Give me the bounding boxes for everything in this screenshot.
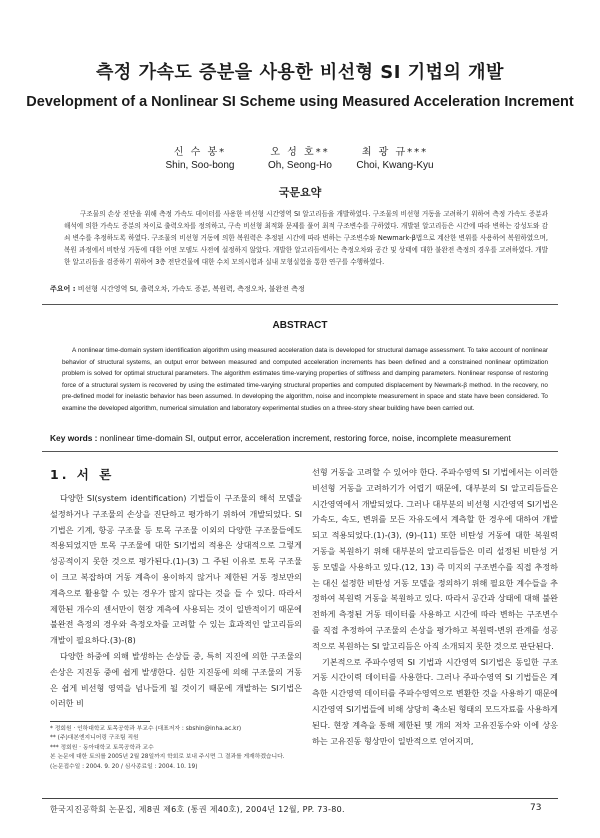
author-name-korean: 최 광 규*** bbox=[361, 147, 429, 158]
section-heading-introduction: 1. 서 론 bbox=[50, 467, 115, 482]
page-number: 73 bbox=[530, 803, 542, 813]
paper-title-korean: 측정 가속도 증분을 사용한 비선형 SI 기법의 개발 bbox=[96, 62, 504, 83]
footnote: 본 논문에 대한 토의를 2005년 2월 28일까지 학회로 보내 주시면 그 결과를 게재하겠습니다. bbox=[50, 754, 285, 761]
author-name-korean: 오 성 호** bbox=[270, 147, 330, 158]
body-paragraph: 선형 거동을 고려할 수 있어야 한다. 주파수영역 SI 기법에서는 이러한 비선형 거동을 고려하기가 어렵기 때문에, 대부분의 SI 알고리듬들은 시간영역에서 개발되었다. 그러나 대부분의 비선형 시간영역 SI기법은 가속도, 속도, 변위를 모든 자유도에서 계측할 한 경우에 대하여 개발되고 적용되었다.(1)-(3), (9)-(11) 또한 비탄성 거동에 대한 복원력 거동을 복원하기 위해 대부분의 알고리듬들은 미리 설정된 비탄성 거동 모델을 사용하고 있다.(12, 13) 즉 미지의 구조변수를 직접 추정하는 대신 설정한 비탄성 거동 모델을 정의하기 위해 필요한 계수들을 추정하여 복원력 거동을 복원하고 있다. 따라서 공간과 상태에 대해 불완전하게 측정된 거동 데이터를 사용하고 시간에 따라 변하는 구조변수를 직접 추정하여 구조물의 손상을 평가하고 복원력-변위 관계를 성공적으로 복원하는 SI 알고리듬은 아직 소개되지 못한 것으로 판단된다. bbox=[312, 467, 558, 651]
author-name-english: Oh, Seong-Ho bbox=[268, 160, 332, 171]
english-abstract-heading: ABSTRACT bbox=[272, 320, 328, 331]
footnote: ** (주)대본엔지니어링 구조팀 직원 bbox=[50, 735, 139, 742]
author-name-korean: 신 수 봉* bbox=[173, 147, 227, 158]
author-3 bbox=[345, 146, 445, 172]
body-paragraph: 다양한 하중에 의해 발생하는 손상들 중, 특히 지진에 의한 구조물의 손상은 지진동 중에 쉽게 발생한다. 심한 지진동에 의해 구조물의 거동은 쉽게 비선형 영역을 넘나들게 될 것이기 때문에 개발하는 SI기법은 이러한 비 bbox=[50, 650, 302, 709]
korean-keywords bbox=[50, 283, 550, 295]
english-keywords-label: Key words : bbox=[50, 433, 98, 443]
body-column-left bbox=[50, 491, 302, 712]
footnotes bbox=[50, 725, 305, 772]
english-keywords-text: nonlinear time-domain SI, output error, acceleration increment, restoring force, noise, incomplete measurement bbox=[99, 433, 511, 443]
footnote-divider bbox=[50, 721, 150, 722]
korean-abstract: 구조물의 손상 진단을 위해 측정 가속도 데이터를 사용한 비선형 시간영역 SI 알고리듬을 개발하였다. 구조물의 비선형 거동을 고려하기 위하여 측정 가속도 증분과 해석에 의한 가속도 증분의 차이로 출력오차를 정의하고, 구속 비선형 최적화 문제를 풀어 최적 구조변수를 구하였다. 개발된 알고리듬은 시간에 따라 변하는 강성도와 감쇠 변수를 추정하도록 하였다. 구조물의 비선형 거동에 의한 복원력은 추정된 시간에 따라 변하는 구조변수와 Newmark-β법으로 계산한 변위를 사용하여 복원하였으며, 복원 과정에서 비탄성 거동에 대한 어떤 모델도 사전에 설정하지 않았다. 개발한 알고리듬에서는 측정오차와 공간 및 상태에 대한 불완전 측정의 경우를 고려하였다. 개발한 알고리듬을 검증하기 위하여 3층 전단건물에 대한 수치 모의시험과 실내 모형실험을 통한 연구를 수행하였다. bbox=[64, 210, 548, 266]
footnote: * 정회원 · 인하대학교 토목공학과 부교수 (대표저자 : sbshin@inha.ac.kr) bbox=[50, 726, 242, 732]
divider bbox=[42, 304, 558, 305]
author-name-english: Choi, Kwang-Kyu bbox=[356, 160, 434, 171]
author-name-english: Shin, Soo-bong bbox=[165, 160, 235, 171]
korean-abstract-heading: 국문요약 bbox=[278, 186, 322, 199]
body-paragraph: 다양한 SI(system identification) 기법들이 구조물의 해석 모델을 설정하거나 구조물의 손상을 진단하고 평가하기 위하여 개발되었다. SI 기법은 기계, 항공 구조물 등 토목 구조물 이외의 다양한 구조물들에도 적용되었지만 토목 구조물에 대한 SI기법의 적용은 상대적으로 그렇게 성공적이지 못한 것으로 평가된다.(1)-(3) 그 주된 이유로 토목 구조물이 크고 복잡하며 거동 계측이 용이하지 않거나 제한된 거동 정보만의 계측으로 활용할 수 있는 경우가 많지 않다는 것을 들 수 있다. 따라서 제한된 개수의 센서만이 현장 계측에 사용되는 것이 일반적이기 때문에 불완전 측정의 경우와 측정오차를 고려할 수 있는 효과적인 알고리듬의 개발이 필요하다.(3)-(8) bbox=[50, 493, 302, 646]
footnote: (논문접수일 : 2004. 9. 20 / 심사종료일 : 2004. 10. 19) bbox=[50, 763, 198, 770]
author-2 bbox=[250, 146, 350, 172]
footer-divider bbox=[42, 798, 558, 799]
english-keywords bbox=[50, 432, 560, 444]
divider bbox=[42, 451, 558, 452]
body-paragraph: 기본적으로 주파수영역 SI 기법과 시간영역 SI기법은 동일한 구조거동 시간이력 데이터를 사용한다. 그러나 주파수영역 SI 기법들은 계측한 시간영역 데이터를 주파수영역으로 변환한 것을 사용하기 때문에 시간영역 SI기법들에 비해 상당히 축소된 형태의 모드자료를 사용하게 된다. 현장 계측을 통해 제한된 몇 개의 저차 고유진동수와 이에 상응하는 고유진동 형상만이 일반적으로 얻어지며, bbox=[312, 656, 558, 746]
paper-title-english: Development of a Nonlinear SI Scheme using Measured Acceleration Increment bbox=[26, 94, 574, 110]
footnote: *** 정회원 · 동아대학교 토목공학과 교수 bbox=[50, 744, 154, 751]
body-column-right bbox=[312, 465, 558, 749]
english-abstract: A nonlinear time-domain system identification algorithm using measured acceleration data is developed for structural damage assessment. To take account of nonlinear behavior of structural systems, an output error between measured and computed acceleration increments has been defined and a constrained nonlinear optimization problem is solved for optimal structural parameters. The algorithm estimates time-varying properties of stiffness and damping parameters. Nonlinear response of restoring force of a structural system is recovered by using the estimated time-varying structural properties and computed displacement by Newmark-β method. In the recovery, no pre-defined model for inelastic behavior has been assumed. In developing the algorithm, noise and incomplete measurement in space and state have been considered. To examine the developed algorithm, numerical simulation and laboratory experimental studies on a three-story shear building have been carried out. bbox=[62, 347, 548, 412]
korean-keywords-text: 비선형 시간영역 SI, 출력오차, 가속도 증분, 복원력, 측정오차, 불완전 측정 bbox=[77, 285, 305, 293]
journal-citation: 한국지진공학회 논문집, 제8권 제6호 (통권 제40호), 2004년 12월, PP. 73-80. bbox=[50, 805, 345, 814]
author-1 bbox=[150, 146, 250, 172]
korean-keywords-label: 주요어 : bbox=[50, 285, 76, 293]
